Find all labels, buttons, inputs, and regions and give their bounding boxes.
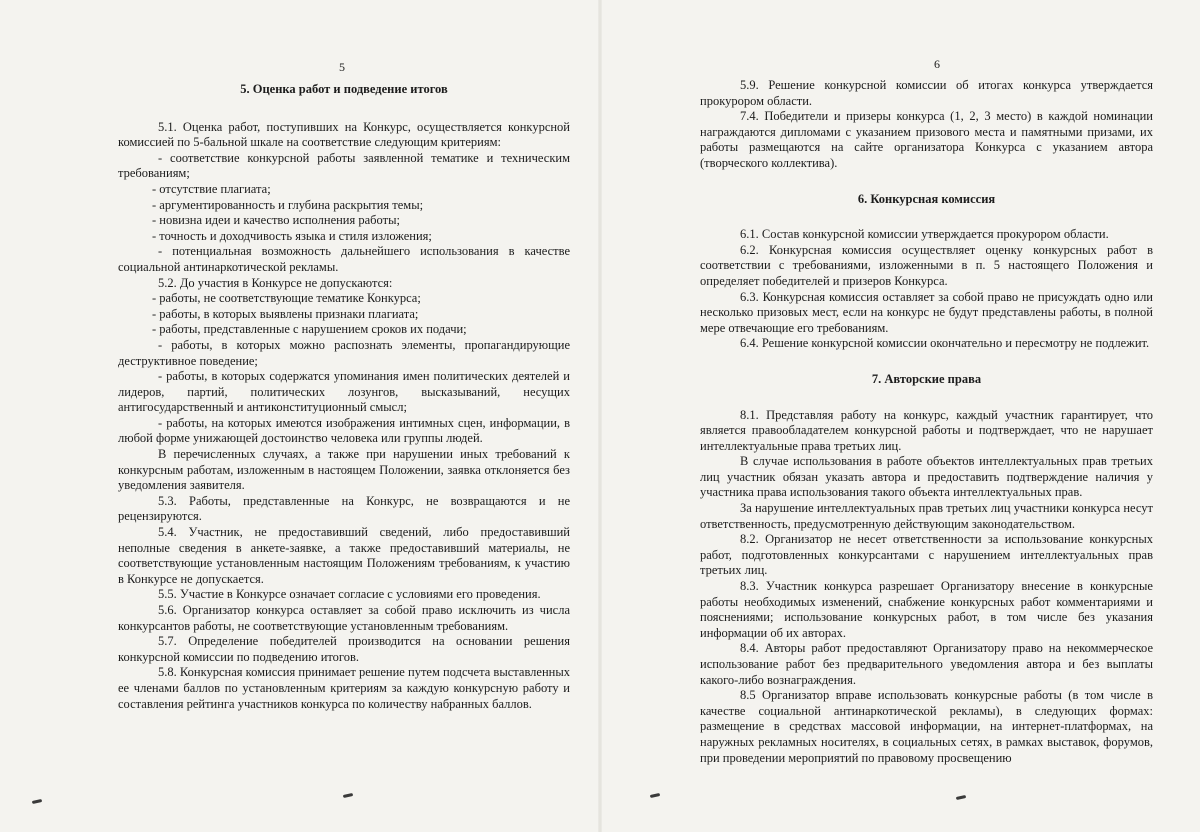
paragraph-6-1: 6.1. Состав конкурсной комиссии утверждается прокурором области. — [740, 227, 1109, 242]
paragraph-8-2: 8.2. Организатор не несет ответственности за использование конкурсных работ, подготовленных конкурсантами с нарушением интеллектуальных прав третьих лиц. — [700, 532, 1153, 578]
paragraph-5-2: 5.2. До участия в Конкурсе не допускаются: — [158, 275, 393, 290]
paragraph-5-7: 5.7. Определение победителей производится на основании решения конкурсной комиссии по подведению итогов. — [118, 634, 570, 664]
page-text-column — [118, 82, 570, 712]
criterion-item: - точность и доходчивость языка и стиля изложения; — [152, 228, 432, 243]
paragraph-5-1: 5.1. Оценка работ, поступивших на Конкурс, осуществляется конкурсной комиссией по 5-бальной шкале на соответствие следующим критериям: — [118, 119, 570, 150]
paragraph-6-4: 6.4. Решение конкурсной комиссии окончательно и пересмотру не подлежит. — [740, 336, 1150, 351]
exclusion-item: - работы, в которых выявлены признаки плагиата; — [152, 306, 419, 321]
exclusion-item: - работы, на которых имеются изображения интимных сцен, информации, в любой форме унижающей достоинство человека или группы людей. — [118, 415, 570, 446]
criterion-item: - аргументированность и глубина раскрытия темы; — [152, 197, 424, 212]
paragraph-6-3: 6.3. Конкурсная комиссия оставляет за собой право не присуждать одно или несколько призовых мест, если на конкурс не будут представлены работы, в полной мере отвечающие его требованиям. — [700, 289, 1153, 335]
exclusion-item: - работы, представленные с нарушением сроков их подачи; — [152, 322, 467, 337]
page-text-column — [700, 78, 1153, 766]
criterion-item: - отсутствие плагиата; — [152, 181, 271, 196]
section-heading-5: 5. Оценка работ и подведение итогов — [240, 82, 448, 96]
paragraph-8-4: 8.4. Авторы работ предоставляют Организатору право на некоммерческое использование работ без предварительного уведомления автора и без выплаты какого-либо вознаграждения. — [700, 641, 1153, 687]
exclusion-item: - работы, в которых можно распознать элементы, пропагандирующие деструктивное поведение; — [118, 337, 570, 368]
section-heading-6: 6. Конкурсная комиссия — [857, 191, 996, 206]
paragraph-5-9: 5.9. Решение конкурсной комиссии об итогах конкурса утверждается прокурором области. — [700, 78, 1153, 108]
paragraph-5-8: 5.8. Конкурсная комиссия принимает решение путем подсчета выставленных ее членами баллов по установленным критериям за каждую конкурсную работу и составления рейтинга участников конкурса по количеству набранных баллов. — [118, 665, 570, 711]
paragraph-violation: За нарушение интеллектуальных прав третьих лиц участники конкурса несут ответственность, предусмотренную действующим законодательством. — [700, 501, 1153, 531]
paragraph-6-2: 6.2. Конкурсная комиссия осуществляет оценку конкурсных работ в соответствии с требованиями, изложенными в п. 5 настоящего Положения и определяет победителей и призеров Конкурса. — [700, 242, 1153, 288]
criterion-item: - потенциальная возможность дальнейшего использования в качестве социальной антинаркотической рекламы. — [118, 244, 570, 274]
page-number: 6 — [934, 57, 940, 71]
paragraph-5-6: 5.6. Организатор конкурса оставляет за собой право исключить из числа конкурсантов работы, не соответствующие установленным требованиям. — [118, 603, 570, 633]
paragraph-8-3: 8.3. Участник конкурса разрешает Организатору внесение в конкурсные работы необходимых изменений, снабжение конкурсных работ комментариями и пояснениями; использование конкурсных работ, в том числе без указания информации об их авторах. — [700, 579, 1153, 640]
scan-mark — [343, 793, 353, 798]
paragraph-8-1: 8.1. Представляя работу на конкурс, каждый участник гарантирует, что является правообладателем конкурсной работы и подтверждает, что не нарушает интеллектуальные права третьих лиц. — [700, 407, 1153, 453]
criterion-item: - соответствие конкурсной работы заявленной тематике и техническим требованиям; — [118, 150, 570, 181]
criterion-item: - новизна идеи и качество исполнения работы; — [152, 213, 400, 228]
paragraph-5-5: 5.5. Участие в Конкурсе означает согласие с условиями его проведения. — [158, 587, 541, 602]
scan-mark — [32, 799, 42, 804]
page-6 — [600, 0, 1200, 832]
paragraph-7-4: 7.4. Победители и призеры конкурса (1, 2, 3 место) в каждой номинации награждаются дипломами с указанием призового места и памятными призами, их работы размещаются на сайте организатора Конкурса с указанием автора (творческого коллектива). — [700, 109, 1153, 170]
scan-mark — [956, 795, 966, 800]
scan-mark — [650, 793, 660, 798]
paragraph-5-3: 5.3. Работы, представленные на Конкурс, не возвращаются и не рецензируются. — [118, 493, 570, 524]
exclusion-item: - работы, не соответствующие тематике Конкурса; — [152, 291, 421, 306]
paragraph-objects: В случае использования в работе объектов интеллектуальных прав третьих лиц участник обязан указать автора и предоставить подтверждение наличия у участника права использования такого объекта интеллектуальных прав. — [700, 454, 1153, 500]
paragraph-8-5: 8.5 Организатор вправе использовать конкурсные работы (в том числе в качестве социальной антинаркотической рекламы), в следующих формах: размещение в средствах массовой информации, на интернет-платформах, на наружных рекламных носителях, в социальных сетях, в рамках выставок, форумов, при проведении мероприятий по правовому просвещению — [700, 688, 1153, 765]
section-heading-7: 7. Авторские права — [871, 371, 982, 386]
paragraph-5-4: 5.4. Участник, не предоставивший сведений, либо предоставивший неполные сведения в анкете-заявке, а также предоставивший материалы, не соответствующие установленным настоящим Положениям требованиям, к участию в Конкурсе не допускается. — [118, 525, 570, 586]
page-number: 5 — [339, 60, 345, 74]
paragraph-cases: В перечисленных случаях, а также при нарушении иных требований к конкурсным работам, изложенным в настоящем Положении, заявка отклоняется без уведомления заявителя. — [118, 447, 570, 493]
exclusion-item: - работы, в которых содержатся упоминания имен политических деятелей и лидеров, партий, политических лозунгов, высказываний, несущих антигосударственный и антиконституционный смысл; — [118, 369, 570, 415]
